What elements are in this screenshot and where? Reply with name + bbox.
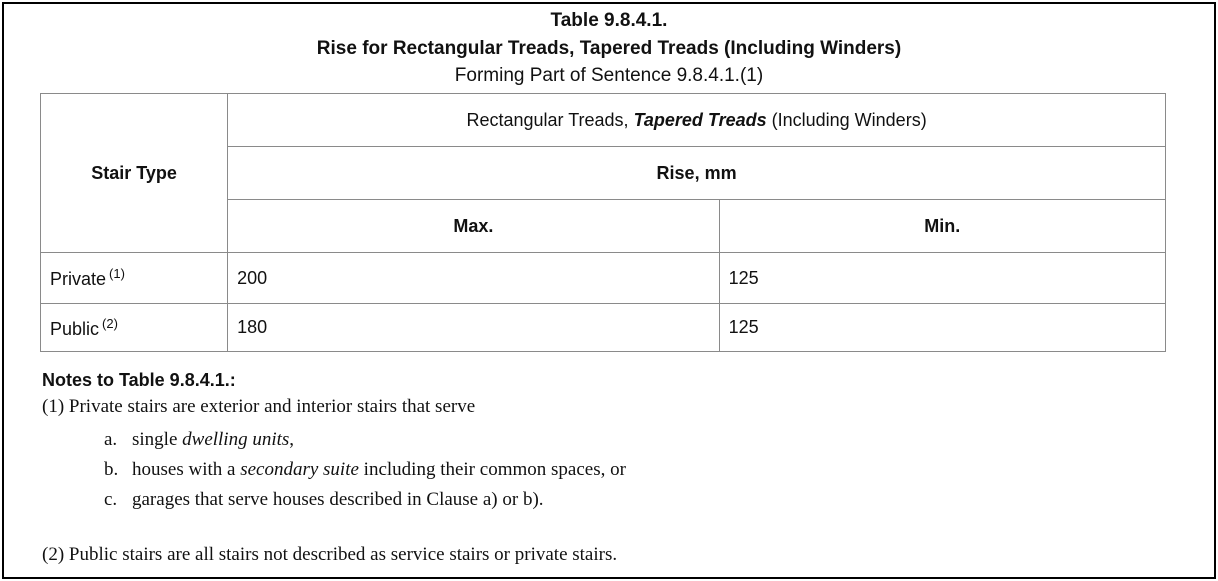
min-header [719,200,1165,253]
min-value: 125 [728,267,759,288]
stair-type-header [41,94,228,253]
stair-type-cell [41,304,228,352]
min-value: 125 [728,317,759,337]
stair-type-cell [41,253,228,304]
note-item-a [104,429,294,451]
table-subtitle: Forming Part of Sentence 9.8.4.1.(1) [454,65,764,86]
note-1-intro: (1) Private stairs are exterior and interior stairs that serve [42,396,476,417]
max-value: 180 [237,317,268,337]
note-item-b [104,459,626,481]
note-item-italic: dwelling units [182,429,290,450]
note-item-text: houses with a [132,459,241,480]
table-row [41,253,1166,304]
rise-table [40,93,1166,352]
rise-header-label: Rise, mm [656,162,737,183]
note-ref: (1) [109,266,125,281]
treads-group-italic: Tapered Treads [633,109,767,130]
max-value: 200 [237,267,268,288]
note-item-c [104,489,544,511]
max-cell [228,304,719,352]
min-header-label: Min. [924,215,961,236]
treads-group-prefix: Rectangular Treads, [466,109,634,130]
note-2: (2) Public stairs are all stairs not described as service stairs or private stairs. [42,544,618,565]
min-cell [719,253,1165,304]
note-ref: (2) [102,315,118,331]
min-cell [719,304,1165,352]
table-title: Rise for Rectangular Treads, Tapered Treads (Including Winders) [316,38,902,59]
treads-group-suffix: (Including Winders) [766,109,927,130]
note-item-italic: secondary suite [240,459,359,480]
max-header-label: Max. [453,215,494,236]
stair-type-value: Public [50,318,100,339]
table-number: Table 9.8.4.1. [550,10,668,31]
note-item-marker: b. [104,459,119,480]
max-cell [228,253,719,304]
table-row [41,304,1166,352]
note-item-suffix: including their common spaces, or [358,459,626,480]
note-item-marker: c. [104,489,118,510]
max-header [228,200,719,253]
note-item-text: single [132,429,183,450]
note-item-text: garages that serve houses described in Clause a) or b). [132,489,544,510]
note-item-marker: a. [104,429,118,450]
notes-title: Notes to Table 9.8.4.1.: [42,370,236,390]
note-item-suffix: , [289,429,295,450]
rise-header [228,147,1166,200]
header-row-group [41,94,1166,147]
stair-type-header-label: Stair Type [91,162,177,183]
stair-type-value: Private [50,269,107,289]
treads-group-header [228,94,1166,147]
